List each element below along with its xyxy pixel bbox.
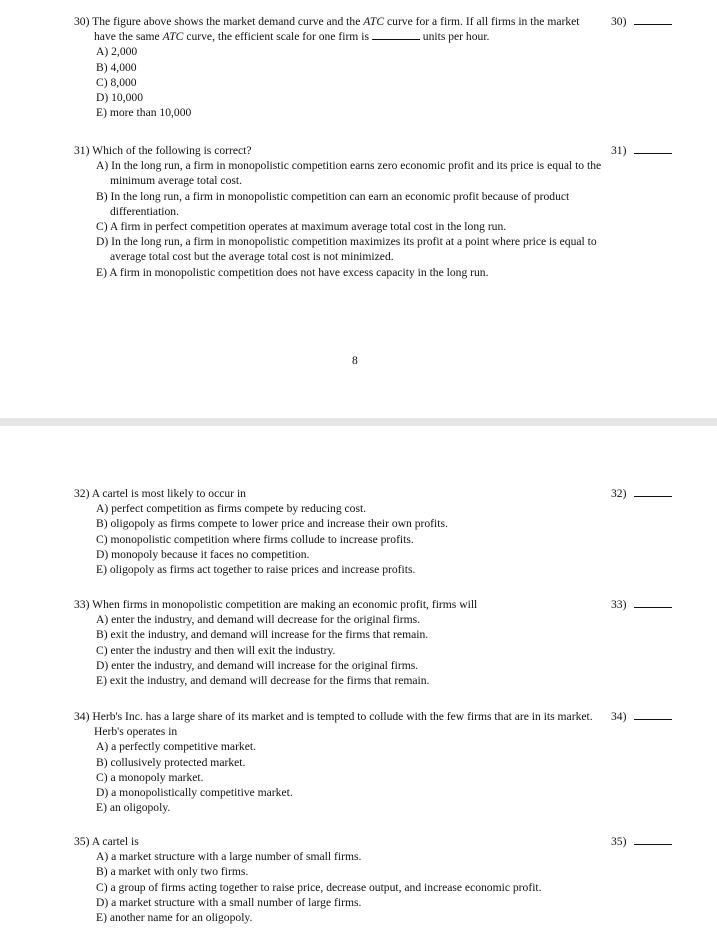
answer-slot-34: 34) [611,709,672,724]
option-a: A) In the long run, a firm in monopolistic competition earns zero economic profit and its price is equal to the minimum average total cost. [96,159,602,188]
answer-blank [634,15,672,25]
option-b: B) 4,000 [96,60,137,74]
option-b: B) oligopoly as firms compete to lower price and increase their own profits. [96,517,448,531]
page-separator [0,418,717,426]
option-c: C) a monopoly market. [96,770,204,784]
option-c: C) 8,000 [96,75,137,89]
option-c: C) monopolistic competition where firms collude to increase profits. [96,532,414,546]
option-d: D) 10,000 [96,91,144,105]
option-b: B) a market with only two firms. [96,865,249,879]
option-e: E) an oligopoly. [96,801,171,815]
fill-in-blank [372,30,420,40]
option-a: A) perfect competition as firms compete by reducing cost. [96,502,367,516]
answer-blank [634,710,672,720]
option-a: A) a market structure with a large number of small firms. [96,850,362,864]
question-stem: 32) A cartel is most likely to occur in [74,487,246,500]
option-b: B) collusively protected market. [96,755,246,769]
option-a: A) enter the industry, and demand will decrease for the original firms. [96,613,421,627]
option-e: E) another name for an oligopoly. [96,911,253,925]
question-35 [74,834,604,925]
option-c: C) A firm in perfect competition operates at maximum average total cost in the long run. [96,220,507,234]
option-d: D) enter the industry, and demand will increase for the original firms. [96,658,419,672]
question-31 [74,143,604,280]
question-stem: 30) The figure above shows the market demand curve and the ATC curve for a firm. If all firms in the market have the same ATC curve, the efficient scale for one firm is units per hour. [74,15,580,44]
question-stem: 33) When firms in monopolistic competition are making an economic profit, firms will [74,598,478,611]
option-b: B) In the long run, a firm in monopolistic competition can earn an economic profit because of product differentiation. [96,189,570,218]
answer-slot-32: 32) [611,486,672,501]
question-stem: 35) A cartel is [74,835,139,848]
option-d: D) In the long run, a firm in monopolistic competition maximizes its profit at a point where price is equal to average total cost but the average total cost is not minimized. [96,235,597,264]
option-d: D) a monopolistically competitive market. [96,786,293,800]
answer-slot-30: 30) [611,14,672,29]
option-e: E) exit the industry, and demand will decrease for the firms that remain. [96,674,430,688]
answer-blank [634,487,672,497]
answer-slot-31: 31) [611,143,672,158]
question-stem: 31) Which of the following is correct? [74,144,252,157]
option-c: C) enter the industry and then will exit the industry. [96,643,336,657]
option-e: E) oligopoly as firms act together to raise prices and increase profits. [96,563,416,577]
option-e: E) more than 10,000 [96,106,192,120]
question-30 [74,14,604,120]
question-33 [74,597,604,688]
option-b: B) exit the industry, and demand will increase for the firms that remain. [96,628,429,642]
option-c: C) a group of firms acting together to raise price, decrease output, and increase economic profit. [96,880,542,894]
option-e: E) A firm in monopolistic competition does not have excess capacity in the long run. [96,265,489,279]
answer-blank [634,835,672,845]
answer-blank [634,144,672,154]
answer-slot-33: 33) [611,597,672,612]
page-number: 8 [352,354,358,367]
question-32 [74,486,604,577]
question-34 [74,709,604,815]
option-d: D) a market structure with a small number of large firms. [96,895,362,909]
question-stem: 34) Herb's Inc. has a large share of its market and is tempted to collude with the few firms that are in its market. Herb's operates in [74,710,593,739]
option-d: D) monopoly because it faces no competition. [96,547,310,561]
option-a: A) 2,000 [96,45,138,59]
answer-blank [634,598,672,608]
document-page-2 [0,426,717,941]
document-page-1 [0,0,717,418]
answer-slot-35: 35) [611,834,672,849]
option-a: A) a perfectly competitive market. [96,740,256,754]
